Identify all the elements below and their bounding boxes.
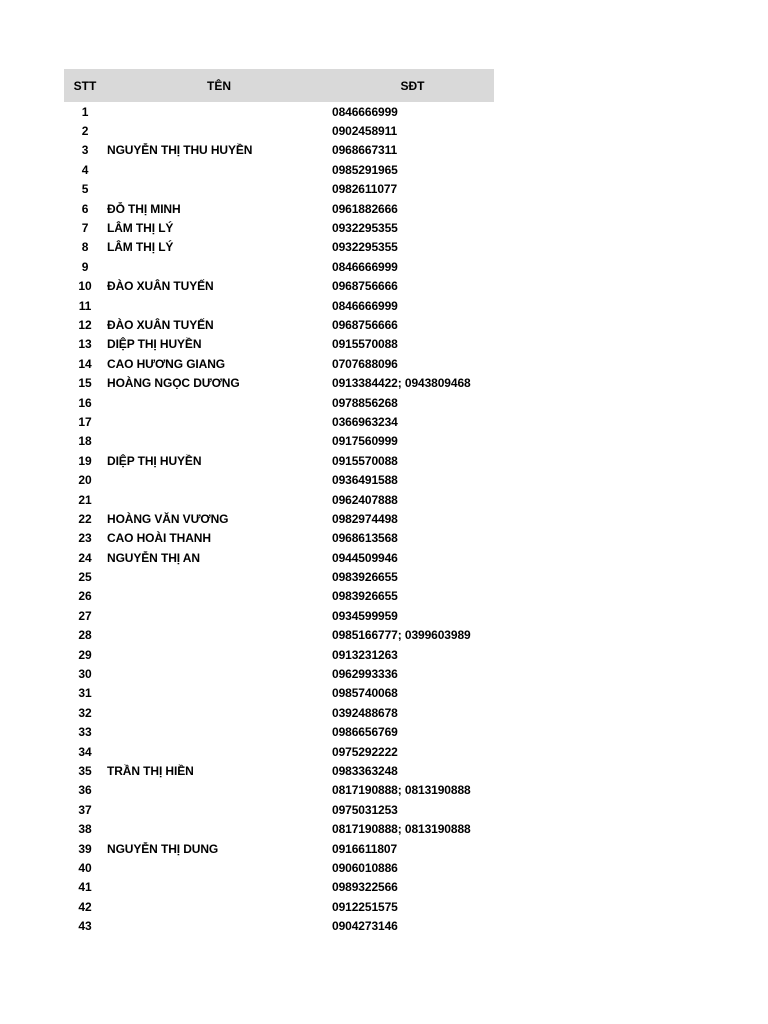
cell-name: TRẦN THỊ HIỀN	[107, 763, 194, 778]
cell-stt: 21	[78, 492, 92, 507]
cell-phone: 0985166777; 0399603989	[332, 628, 471, 643]
cell-phone: 0968756666	[332, 317, 398, 332]
cell-phone: 0707688096	[332, 356, 398, 371]
cell-phone: 0986656769	[332, 725, 398, 740]
cell-phone: 0932295355	[332, 240, 398, 255]
cell-phone: 0968613568	[332, 531, 398, 546]
cell-stt: 29	[78, 647, 92, 662]
table-row	[64, 451, 494, 470]
table-row	[64, 664, 494, 683]
cell-stt: 33	[78, 725, 92, 740]
cell-stt: 20	[78, 473, 92, 488]
cell-phone: 0944509946	[332, 550, 398, 565]
cell-stt: 31	[78, 686, 92, 701]
cell-phone: 0392488678	[332, 705, 398, 720]
table-row	[64, 393, 494, 412]
header-name: TÊN	[207, 78, 231, 93]
cell-stt: 15	[78, 376, 92, 391]
table-row	[64, 180, 494, 199]
cell-phone: 0975031253	[332, 802, 398, 817]
cell-stt: 12	[78, 317, 92, 332]
cell-stt: 7	[81, 221, 89, 236]
table-row	[64, 916, 494, 935]
cell-name: NGUYỄN THỊ THU HUYỀN	[107, 143, 253, 158]
table-row	[64, 819, 494, 838]
cell-phone: 0962993336	[332, 667, 398, 682]
table-row	[64, 315, 494, 334]
cell-phone: 0932295355	[332, 221, 398, 236]
table-row	[64, 160, 494, 179]
header-phone: SĐT	[400, 78, 425, 93]
cell-phone: 0983926655	[332, 589, 398, 604]
cell-phone: 0968756666	[332, 279, 398, 294]
table-row	[64, 723, 494, 742]
cell-phone: 0989322566	[332, 880, 398, 895]
cell-stt: 27	[78, 608, 92, 623]
table-row	[64, 587, 494, 606]
table-row	[64, 800, 494, 819]
table-row	[64, 335, 494, 354]
cell-stt: 6	[81, 201, 89, 216]
cell-name: NGUYỄN THỊ DUNG	[107, 841, 219, 856]
cell-phone: 0934599959	[332, 608, 398, 623]
table-row	[64, 373, 494, 392]
cell-stt: 30	[78, 667, 92, 682]
cell-stt: 42	[78, 899, 92, 914]
table-row	[64, 878, 494, 897]
table-row	[64, 781, 494, 800]
cell-stt: 19	[78, 453, 92, 468]
table-row	[64, 141, 494, 160]
cell-stt: 26	[78, 589, 92, 604]
cell-stt: 1	[81, 104, 89, 119]
cell-name: DIỆP THỊ HUYỀN	[107, 453, 202, 468]
cell-stt: 23	[78, 531, 92, 546]
cell-phone: 0913384422; 0943809468	[332, 376, 471, 391]
cell-phone: 0983926655	[332, 570, 398, 585]
cell-stt: 10	[78, 279, 92, 294]
cell-stt: 5	[81, 182, 89, 197]
cell-name: ĐỖ THỊ MINH	[107, 201, 181, 216]
cell-phone: 0985291965	[332, 162, 398, 177]
cell-phone: 0983363248	[332, 763, 398, 778]
cell-stt: 9	[81, 259, 89, 274]
contact-table	[64, 69, 494, 936]
cell-stt: 3	[81, 143, 89, 158]
table-row	[64, 509, 494, 528]
cell-phone: 0978856268	[332, 395, 398, 410]
cell-phone: 0962407888	[332, 492, 398, 507]
cell-stt: 2	[81, 124, 89, 139]
cell-phone: 0904273146	[332, 919, 398, 934]
cell-stt: 37	[78, 802, 92, 817]
cell-phone: 0917560999	[332, 434, 398, 449]
cell-stt: 39	[78, 841, 92, 856]
cell-phone: 0975292222	[332, 744, 398, 759]
table-row	[64, 897, 494, 916]
cell-stt: 11	[78, 298, 92, 313]
cell-name: DIỆP THỊ HUYỀN	[107, 337, 202, 352]
cell-name: ĐÀO XUÂN TUYẾN	[107, 279, 214, 294]
cell-stt: 14	[78, 356, 92, 371]
table-row	[64, 567, 494, 586]
table-body	[64, 102, 494, 936]
cell-stt: 32	[78, 705, 92, 720]
cell-stt: 36	[78, 783, 92, 798]
table-row	[64, 102, 494, 121]
cell-stt: 35	[78, 763, 92, 778]
cell-name: CAO HOÀI THANH	[107, 531, 211, 546]
table-row	[64, 354, 494, 373]
cell-stt: 28	[78, 628, 92, 643]
table-row	[64, 645, 494, 664]
cell-phone: 0902458911	[332, 124, 398, 139]
cell-stt: 40	[78, 860, 92, 875]
table-row	[64, 548, 494, 567]
cell-stt: 16	[78, 395, 92, 410]
cell-phone: 0906010886	[332, 860, 398, 875]
table-row	[64, 199, 494, 218]
table-row	[64, 742, 494, 761]
cell-phone: 0915570088	[332, 453, 398, 468]
cell-stt: 22	[78, 511, 92, 526]
cell-phone: 0366963234	[332, 414, 398, 429]
cell-phone: 0915570088	[332, 337, 398, 352]
table-row	[64, 606, 494, 625]
table-header-row	[64, 69, 494, 102]
table-row	[64, 626, 494, 645]
cell-stt: 34	[78, 744, 92, 759]
table-row	[64, 684, 494, 703]
table-row	[64, 277, 494, 296]
table-row	[64, 296, 494, 315]
cell-stt: 13	[78, 337, 92, 352]
cell-stt: 24	[78, 550, 92, 565]
cell-name: LÂM THỊ LÝ	[107, 240, 174, 255]
table-row	[64, 490, 494, 509]
header-stt: STT	[73, 78, 97, 93]
cell-phone: 0817190888; 0813190888	[332, 822, 471, 837]
cell-phone: 0846666999	[332, 298, 398, 313]
table-row	[64, 412, 494, 431]
cell-name: NGUYỄN THỊ AN	[107, 550, 200, 565]
cell-stt: 4	[81, 162, 89, 177]
cell-stt: 25	[78, 570, 92, 585]
cell-stt: 17	[78, 414, 92, 429]
table-row	[64, 257, 494, 276]
cell-phone: 0982974498	[332, 511, 398, 526]
cell-phone: 0936491588	[332, 473, 398, 488]
table-row	[64, 839, 494, 858]
cell-phone: 0817190888; 0813190888	[332, 783, 471, 798]
cell-stt: 43	[78, 919, 92, 934]
cell-phone: 0985740068	[332, 686, 398, 701]
table-row	[64, 858, 494, 877]
cell-phone: 0968667311	[332, 143, 398, 158]
cell-name: ĐÀO XUÂN TUYẾN	[107, 317, 214, 332]
table-row	[64, 218, 494, 237]
cell-phone: 0982611077	[332, 182, 398, 197]
cell-name: HOÀNG VĂN VƯƠNG	[107, 511, 229, 526]
cell-phone: 0846666999	[332, 259, 398, 274]
table-row	[64, 238, 494, 257]
table-row	[64, 121, 494, 140]
cell-phone: 0912251575	[332, 899, 398, 914]
table-row	[64, 761, 494, 780]
cell-name: HOÀNG NGỌC DƯƠNG	[107, 376, 240, 391]
cell-name: LÂM THỊ LÝ	[107, 221, 174, 236]
cell-phone: 0846666999	[332, 104, 398, 119]
table-row	[64, 432, 494, 451]
cell-phone: 0916611807	[332, 841, 398, 856]
cell-stt: 41	[78, 880, 92, 895]
table-row	[64, 529, 494, 548]
cell-name: CAO HƯƠNG GIANG	[107, 356, 226, 371]
cell-phone: 0913231263	[332, 647, 398, 662]
cell-stt: 18	[78, 434, 92, 449]
cell-phone: 0961882666	[332, 201, 398, 216]
cell-stt: 38	[78, 822, 92, 837]
cell-stt: 8	[81, 240, 89, 255]
table-row	[64, 470, 494, 489]
table-row	[64, 703, 494, 722]
